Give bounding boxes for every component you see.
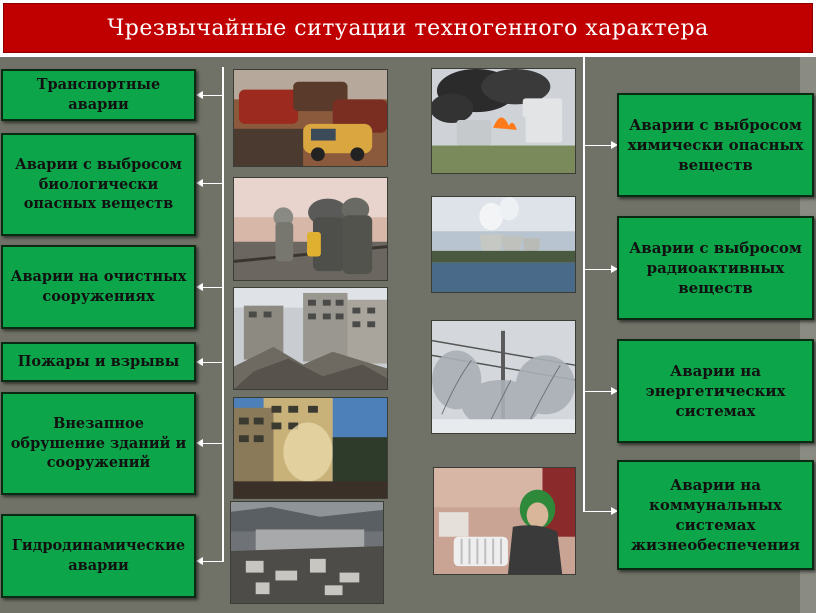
box-building-collapse [1,392,196,495]
left-arrow-3 [196,283,203,291]
left-connector-2 [202,183,223,184]
car-wreck-photo [233,69,388,167]
left-arrow-1 [196,91,203,99]
right-connector-2 [584,269,612,270]
burning-building-photo [233,397,388,499]
hazmat-responders-photo [233,177,388,281]
right-connector-1 [584,145,612,146]
left-connector-1 [202,95,223,96]
box-label: Внезапное обрушение зданий и сооружений [10,415,187,472]
collapsed-apartment-photo [233,287,388,390]
iced-power-lines-photo [431,320,576,434]
left-connector-3 [202,287,223,288]
box-fires-explosions [1,342,196,382]
right-connector-3 [584,391,612,392]
industrial-fire-photo [431,68,576,174]
box-label: Пожары и взрывы [17,353,180,371]
right-connector-spine [583,57,585,512]
left-arrow-4 [196,358,203,366]
right-connector-4 [584,511,612,512]
box-chemical-release [617,93,814,197]
left-connector-6 [202,561,223,562]
box-label: Аварии с выбросом радиоактивных веществ [629,238,802,298]
box-label: Аварии на очистных сооружениях [10,268,187,305]
box-label: Аварии с выбросом биологически опасных веществ [14,156,183,213]
nuclear-plant-photo [431,196,576,293]
box-radioactive-release [617,216,814,320]
box-hydrodynamic [1,514,196,598]
slide-title: Чрезвычайные ситуации техногенного характера [3,3,813,53]
box-energy-systems [617,339,814,443]
cold-apartment-photo [433,467,576,575]
box-label: Аварии с выбросом химически опасных веществ [627,115,804,175]
box-label: Аварии на коммунальных системах жизнеобеспечения [630,475,801,555]
dam-destruction-photo [230,501,384,604]
left-connector-5 [202,443,223,444]
box-utility-systems [617,460,814,570]
left-connector-spine [222,67,224,562]
box-biological-release [1,133,196,236]
left-arrow-5 [196,439,203,447]
box-treatment-facilities [1,245,196,329]
box-label: Аварии на энергетических системах [645,361,786,421]
left-connector-4 [202,362,223,363]
box-transport-accidents [1,69,196,121]
box-label: Гидродинамические аварии [11,537,186,574]
box-label: Транспортные аварии [36,76,161,113]
left-arrow-6 [196,557,203,565]
left-arrow-2 [196,179,203,187]
